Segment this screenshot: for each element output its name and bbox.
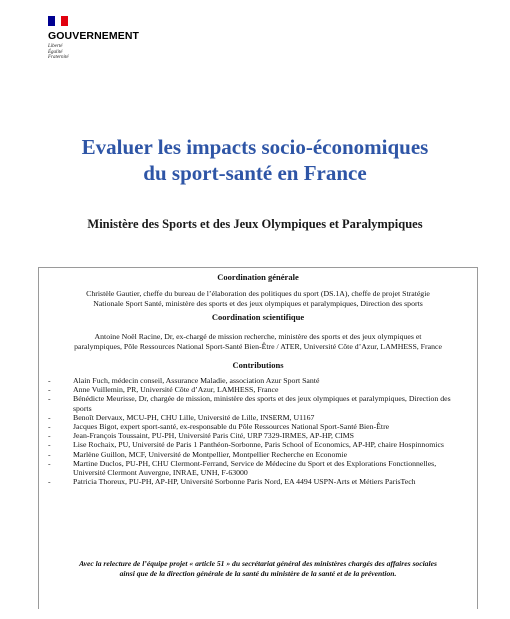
ministry-subtitle: Ministère des Sports et des Jeux Olympiques et Paralympiques: [87, 217, 423, 231]
motto-liberte: Liberté: [48, 44, 63, 49]
list-item: - Jean-François Toussaint, PU-PH, Université Paris Cité, URP 7329-IRMES, AP-HP, CIMS: [39, 431, 477, 440]
coordination-scientifique-heading: Coordination scientifique: [211, 312, 305, 322]
coordination-generale-text: [39, 289, 477, 309]
list-item: - Alain Fuch, médecin conseil, Assurance Maladie, association Azur Sport Santé: [39, 376, 477, 385]
credits-box: [38, 267, 478, 609]
contributions-heading: Contributions: [232, 360, 284, 370]
text-line: Christèle Gautier, cheffe du bureau de l’élaboration des politiques du sport (DS.1A), cheffe de projet Stratégie: [86, 289, 430, 298]
text-line: Avec la relecture de l’équipe projet « article 51 » du secrétariat général des ministères chargés des affaires sociales: [79, 559, 437, 568]
republic-motto: [48, 44, 139, 61]
motto-fraternite: Fraternité: [48, 55, 69, 60]
acknowledgement-text: [39, 559, 477, 579]
list-item: - Jacques Bigot, expert sport-santé, ex-responsable du Pôle Ressources National Sport-Santé Bien-Être: [39, 422, 477, 431]
list-item: - Bénédicte Meurisse, Dr, chargée de mission, ministère des sports et des jeux olympiques et paralympiques, Direction des sports: [39, 394, 477, 412]
list-item: - Anne Vuillemin, PR, Université Côte d’Azur, LAMHESS, France: [39, 385, 477, 394]
contributors-list: [39, 376, 477, 486]
coordination-generale-heading: Coordination générale: [217, 272, 299, 282]
government-logo: [48, 16, 139, 61]
list-item: - Patricia Thoreux, PU-PH, AP-HP, Université Sorbonne Paris Nord, EA 4494 USPN-Arts et Métiers ParisTech: [39, 477, 477, 486]
text-line: paralympiques, Pôle Ressources National Sport-Santé Bien-Être / ATER, Université Côte d’Azur, LAMHESS, France: [74, 342, 442, 351]
document-title: [0, 134, 510, 186]
list-item: - Benoît Dervaux, MCU-PH, CHU Lille, Université de Lille, INSERM, U1167: [39, 413, 477, 422]
text-line: Nationale Sport Santé, ministère des sports et des jeux olympiques et paralympiques, Direction des sports: [93, 299, 423, 308]
title-line: du sport-santé en France: [143, 161, 367, 185]
government-wordmark: GOUVERNEMENT: [48, 30, 140, 42]
list-item: - Lise Rochaix, PU, Université de Paris 1 Panthéon-Sorbonne, Paris School of Economics, AP-HP, chaire Hospinnomics: [39, 440, 477, 449]
motto-egalite: Égalité: [48, 49, 63, 55]
list-item: - Marlène Guillon, MCF, Université de Montpellier, Montpellier Recherche en Economie: [39, 450, 477, 459]
list-item: - Martine Duclos, PU-PH, CHU Clermont-Ferrand, Service de Médecine du Sport et des Explorations Fonctionnelles, Université Clermont Auvergne, INRAE, UNH, F-63000: [39, 459, 477, 477]
coordination-scientifique-text: [39, 332, 477, 352]
marianne-flag-icon: [48, 16, 68, 26]
text-line: ainsi que de la direction générale de la santé du ministère de la santé et de la prévention.: [119, 569, 397, 578]
title-line: Evaluer les impacts socio-économiques: [81, 135, 429, 159]
text-line: Antoine Noël Racine, Dr, ex-chargé de mission recherche, ministère des sports et des jeux olympiques et: [94, 332, 422, 341]
